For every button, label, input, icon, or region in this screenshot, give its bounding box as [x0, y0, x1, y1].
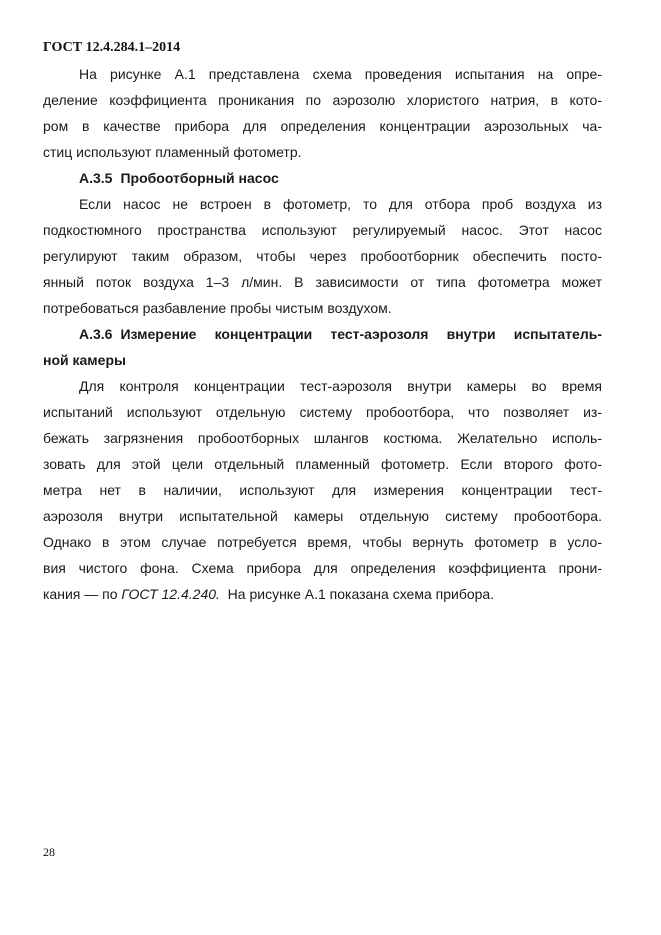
- section-title: Измерение концентрации тест-аэрозоля внутри испытатель-: [120, 326, 602, 342]
- text-line: янный поток воздуха 1–3 л/мин. В зависимости от типа фотометра может: [43, 274, 602, 290]
- text-line: [43, 581, 602, 607]
- text-line: зовать для этой цели отдельный пламенный фотометр. Если второго фото-: [43, 456, 602, 472]
- text-line: бежать загрязнения пробоотборных шлангов костюма. Желательно исполь-: [43, 430, 602, 446]
- text-line: Однако в этом случае потребуется время, чтобы вернуть фотометр в усло-: [43, 534, 602, 550]
- section-heading-a35: [43, 165, 602, 191]
- standard-reference: ГОСТ 12.4.240.: [121, 586, 220, 602]
- text-line: Если насос не встроен в фотометр, то для отбора проб воздуха из: [79, 196, 602, 212]
- text-line: испытаний используют отдельную систему пробоотбора, что позволяет из-: [43, 404, 602, 420]
- section-heading-a36: [43, 321, 602, 373]
- heading-line: ной камеры: [43, 352, 126, 368]
- paragraph-intro: [43, 61, 602, 165]
- text-line: вия чистого фона. Схема прибора для определения коэффициента прони-: [43, 560, 602, 576]
- section-number: А.3.5: [79, 170, 113, 186]
- text-line: На рисунке А.1 представлена схема проведения испытания на опре-: [79, 66, 602, 82]
- text-line: стиц используют пламенный фотометр.: [43, 144, 302, 160]
- page-number: 28: [43, 845, 55, 859]
- text-fragment: На рисунке А.1 показана схема прибора.: [219, 586, 495, 602]
- paragraph-chamber: [43, 373, 602, 607]
- text-line: регулируют таким образом, чтобы через пробоотборник обеспечить посто-: [43, 248, 602, 264]
- text-line: деление коэффициента проникания по аэрозолю хлористого натрия, в кото-: [43, 92, 602, 108]
- text-line: аэрозоля внутри испытательной камеры отдельную систему пробоотбора.: [43, 508, 602, 524]
- section-number: А.3.6: [79, 326, 113, 342]
- paragraph-pump: [43, 191, 602, 321]
- section-title: Пробоотборный насос: [120, 170, 279, 186]
- text-line: метра нет в наличии, используют для измерения концентрации тест-: [43, 482, 602, 498]
- text-line: ром в качестве прибора для определения концентрации аэрозольных ча-: [43, 118, 602, 134]
- document-body: [43, 61, 602, 607]
- heading-line: [43, 165, 602, 191]
- document-header: ГОСТ 12.4.284.1–2014: [43, 40, 181, 55]
- heading-line: [43, 321, 602, 347]
- text-line: Для контроля концентрации тест-аэрозоля внутри камеры во время: [79, 378, 602, 394]
- text-line: потребоваться разбавление пробы чистым воздухом.: [43, 300, 392, 316]
- text-fragment: кания — по: [43, 586, 122, 602]
- text-line: подкостюмного пространства используют регулируемый насос. Этот насос: [43, 222, 602, 238]
